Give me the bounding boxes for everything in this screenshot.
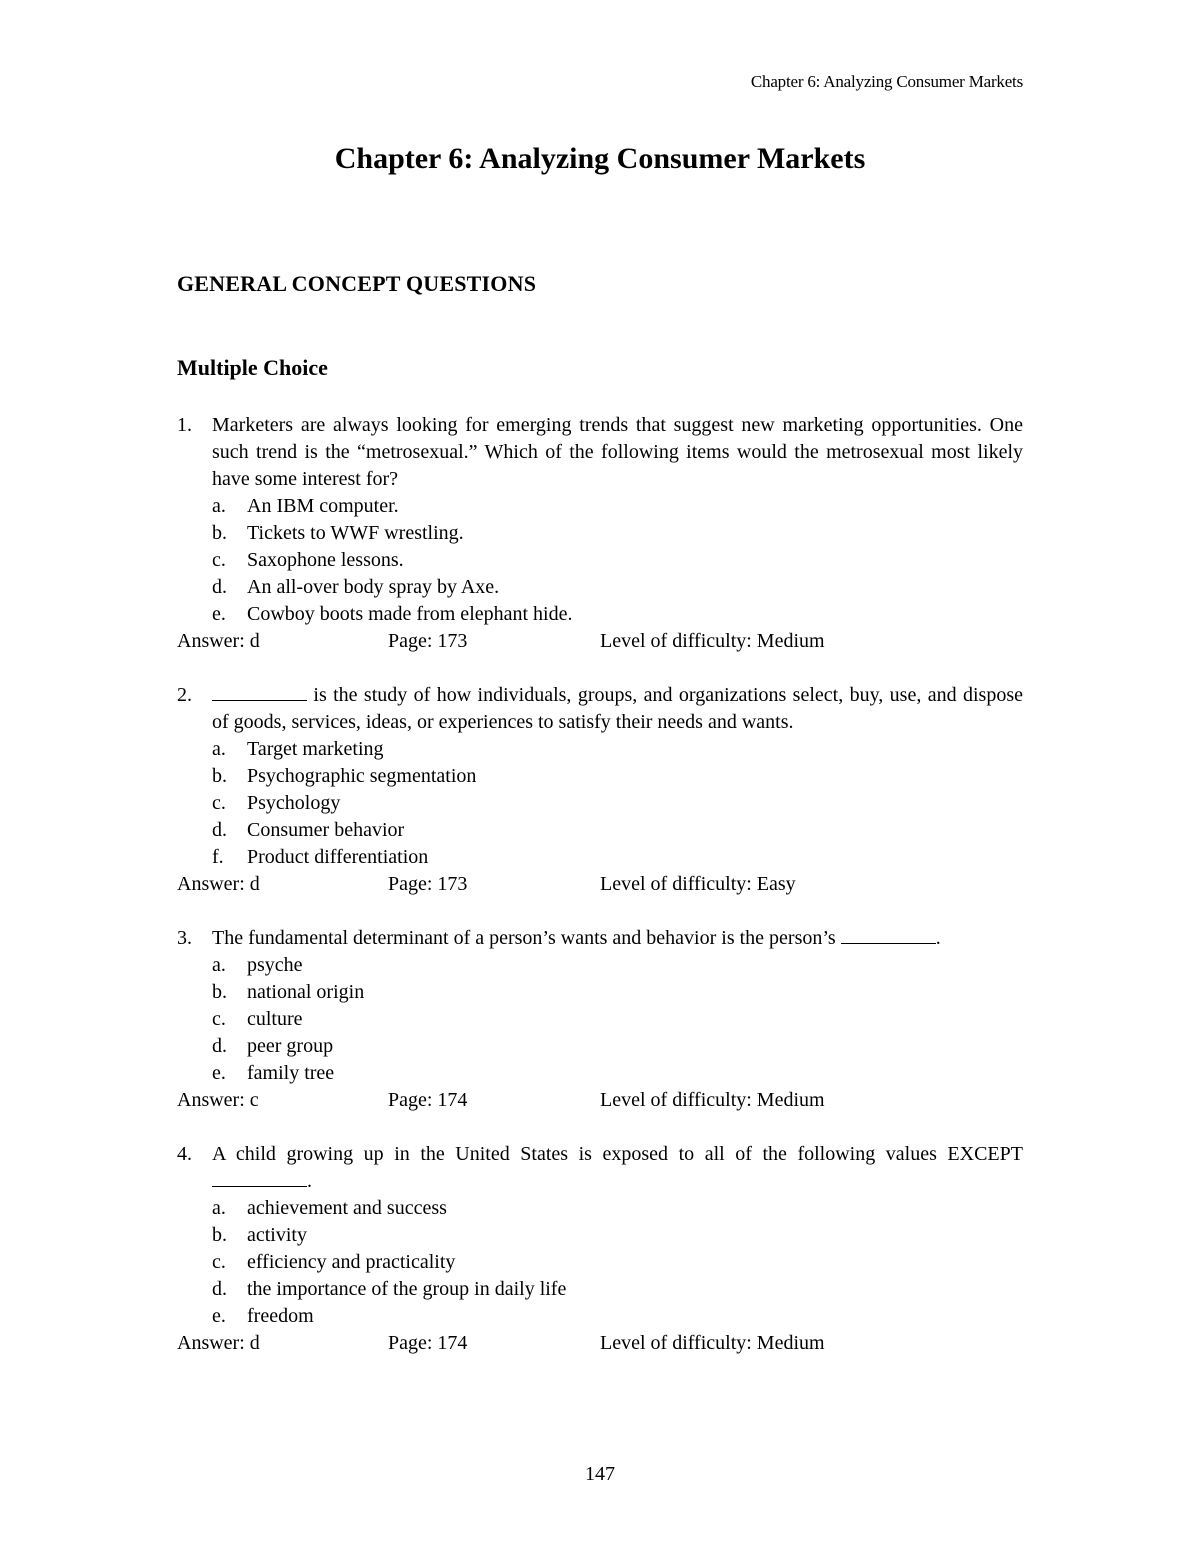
choice-item: [212, 520, 1023, 547]
choice-list: [177, 1195, 1023, 1330]
choice-letter: c.: [212, 549, 226, 571]
question-text: [212, 925, 1023, 952]
choice-item: [212, 1303, 1023, 1330]
question-stem: [177, 682, 1023, 736]
choice-item: [212, 1060, 1023, 1087]
choice-item: [212, 736, 1023, 763]
choice-text: national origin: [247, 981, 365, 1003]
page-reference: Page: 174: [388, 1089, 468, 1111]
choice-text: freedom: [247, 1305, 314, 1327]
page-reference: Page: 173: [388, 630, 468, 652]
choice-letter: a.: [212, 954, 226, 976]
page-number: 147: [585, 1463, 615, 1485]
answer-blank: [212, 682, 307, 701]
difficulty-level: Level of difficulty: Medium: [600, 1089, 825, 1111]
question-text: Marketers are always looking for emerging trends that suggest new marketing opportunities. One such trend is the “metrosexual.” Which of the following items would the metrosexual most likely have some interest for?: [212, 414, 1023, 490]
choice-item: [212, 763, 1023, 790]
question-text-before: The fundamental determinant of a person’s wants and behavior is the person’s: [212, 927, 841, 949]
choice-letter: b.: [212, 765, 227, 787]
choice-text: Tickets to WWF wrestling.: [247, 522, 464, 544]
question-number: 4.: [177, 1143, 192, 1165]
choice-item: [212, 790, 1023, 817]
choice-letter: d.: [212, 576, 227, 598]
choice-text: activity: [247, 1224, 307, 1246]
choice-item: [212, 1006, 1023, 1033]
question-number: 2.: [177, 684, 192, 706]
choice-letter: d.: [212, 819, 227, 841]
choice-item: [212, 1276, 1023, 1303]
choice-letter: d.: [212, 1035, 227, 1057]
choice-item: [212, 601, 1023, 628]
section-heading: GENERAL CONCEPT QUESTIONS: [177, 271, 537, 296]
difficulty-level: Level of difficulty: Medium: [600, 630, 825, 652]
choice-letter: a.: [212, 1197, 226, 1219]
question-stem: [177, 925, 1023, 952]
choice-letter: e.: [212, 603, 226, 625]
choice-letter: a.: [212, 495, 226, 517]
choice-text: An all-over body spray by Axe.: [247, 576, 500, 598]
choice-letter: d.: [212, 1278, 227, 1300]
choice-text: family tree: [247, 1062, 335, 1084]
question-text-after: is the study of how individuals, groups, and organizations select, buy, use, and dispose of goods, services, ideas, or experiences to satisfy their needs and wants.: [212, 684, 1023, 733]
question-text: [212, 682, 1023, 736]
choice-text: achievement and success: [247, 1197, 447, 1219]
choice-letter: e.: [212, 1062, 226, 1084]
answer-key: Answer: c: [177, 1089, 259, 1111]
running-header: Chapter 6: Analyzing Consumer Markets: [750, 72, 1023, 91]
choice-text: Product differentiation: [247, 846, 429, 868]
choice-letter: a.: [212, 738, 226, 760]
choice-item: [212, 1033, 1023, 1060]
choice-item: [212, 1249, 1023, 1276]
choice-text: peer group: [247, 1035, 334, 1057]
question-text-before: A child growing up in the United States is exposed to all of the following values EXCEPT: [212, 1143, 1023, 1165]
choice-item: [212, 1222, 1023, 1249]
answer-line: [177, 871, 1023, 898]
question-4: [177, 1141, 1023, 1357]
choice-item: [212, 952, 1023, 979]
answer-line: [177, 1330, 1023, 1357]
answer-blank: [212, 1168, 307, 1187]
answer-key: Answer: d: [177, 873, 260, 895]
choice-list: [177, 736, 1023, 871]
page-reference: Page: 173: [388, 873, 468, 895]
page-title: Chapter 6: Analyzing Consumer Markets: [334, 142, 866, 175]
difficulty-level: Level of difficulty: Medium: [600, 1332, 825, 1354]
choice-item: [212, 817, 1023, 844]
choice-list: [177, 493, 1023, 628]
choice-letter: c.: [212, 792, 226, 814]
question-text-after: .: [935, 927, 941, 949]
question-stem: [177, 412, 1023, 493]
question-text: [212, 1141, 1023, 1195]
choice-letter: b.: [212, 522, 227, 544]
choice-letter: f.: [212, 846, 224, 868]
question-list: [177, 412, 1023, 1384]
choice-letter: b.: [212, 981, 227, 1003]
choice-text: culture: [247, 1008, 303, 1030]
subsection-heading: Multiple Choice: [177, 355, 328, 380]
choice-item: [212, 493, 1023, 520]
choice-item: [212, 574, 1023, 601]
choice-text: efficiency and practicality: [247, 1251, 456, 1273]
question-text-after: .: [307, 1170, 312, 1192]
page-reference: Page: 174: [388, 1332, 468, 1354]
choice-list: [177, 952, 1023, 1087]
choice-text: Psychology: [247, 792, 341, 814]
choice-text: Cowboy boots made from elephant hide.: [247, 603, 573, 625]
question-number: 1.: [177, 414, 192, 436]
choice-letter: e.: [212, 1305, 226, 1327]
question-number: 3.: [177, 927, 192, 949]
question-2: [177, 682, 1023, 898]
answer-key: Answer: d: [177, 1332, 260, 1354]
choice-text: Target marketing: [247, 738, 384, 760]
choice-text: psyche: [247, 954, 303, 976]
choice-item: [212, 1195, 1023, 1222]
choice-text: the importance of the group in daily life: [247, 1278, 567, 1300]
answer-key: Answer: d: [177, 630, 260, 652]
choice-text: An IBM computer.: [247, 495, 399, 517]
answer-line: [177, 1087, 1023, 1114]
difficulty-level: Level of difficulty: Easy: [600, 873, 796, 895]
choice-item: [212, 979, 1023, 1006]
question-1: [177, 412, 1023, 655]
question-3: [177, 925, 1023, 1114]
answer-line: [177, 628, 1023, 655]
choice-text: Saxophone lessons.: [247, 549, 404, 571]
choice-text: Psychographic segmentation: [247, 765, 477, 787]
question-stem: [177, 1141, 1023, 1195]
choice-letter: b.: [212, 1224, 227, 1246]
choice-text: Consumer behavior: [247, 819, 405, 841]
choice-item: [212, 547, 1023, 574]
choice-letter: c.: [212, 1251, 226, 1273]
choice-letter: c.: [212, 1008, 226, 1030]
choice-item: [212, 844, 1023, 871]
answer-blank: [841, 925, 936, 944]
